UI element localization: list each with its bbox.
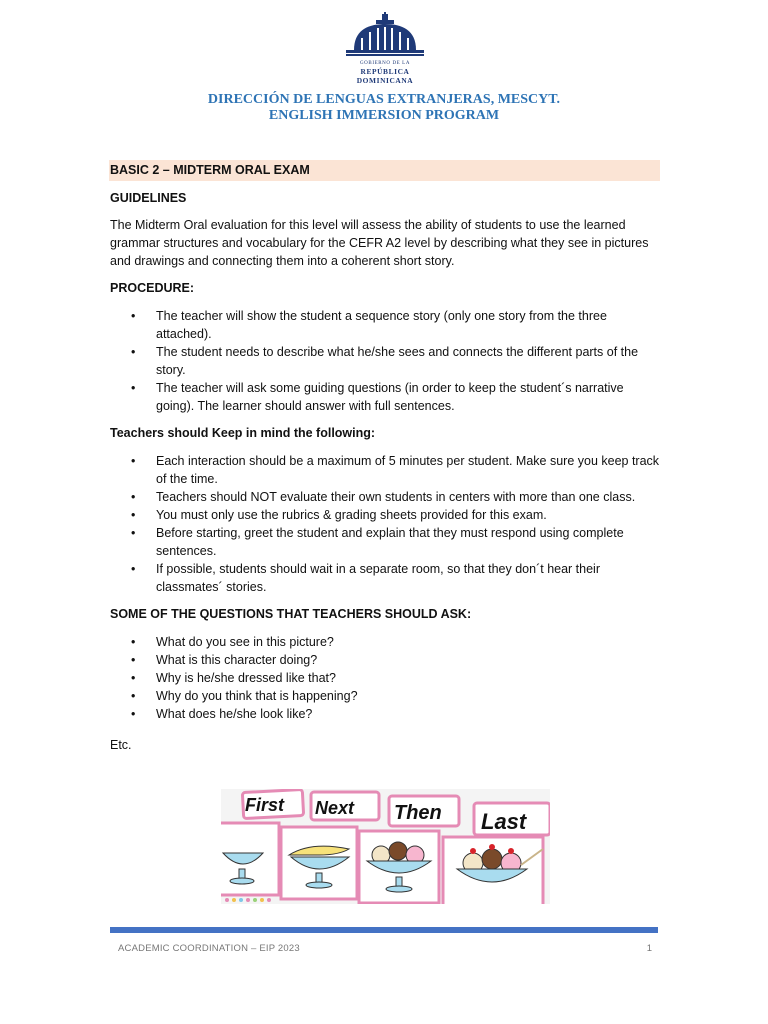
keep-in-mind-heading: Teachers should Keep in mind the following: — [110, 426, 376, 440]
footer-divider — [110, 927, 658, 933]
logo-line-2: REPÚBLICA DOMINICANA — [356, 67, 414, 85]
bullet-icon: • — [131, 381, 136, 395]
footer-label: ACADEMIC COORDINATION – EIP 2023 — [118, 943, 300, 954]
label-first: First — [245, 795, 285, 815]
sequence-story-image — [221, 789, 550, 904]
etc-text: Etc. — [110, 738, 132, 752]
page-number: 1 — [646, 943, 652, 954]
procedure-list — [110, 307, 660, 415]
questions-list — [110, 633, 660, 723]
exam-title: BASIC 2 – MIDTERM ORAL EXAM — [109, 160, 660, 181]
list-item: • Why do you think that is happening? — [131, 689, 358, 703]
guidelines-paragraph: The Midterm Oral evaluation for this level will assess the ability of students to use the learned grammar structures and vocabulary for the CEFR A2 level by describing what they see in pictures and drawings and connecting them into a coherent short story. — [110, 218, 649, 268]
bullet-icon: • — [131, 309, 136, 323]
label-next: Next — [315, 798, 355, 818]
program-name: ENGLISH IMMERSION PROGRAM — [268, 108, 500, 123]
bullet-icon: • — [131, 653, 136, 667]
keep-in-mind-list — [110, 452, 660, 596]
bullet-icon: • — [131, 635, 136, 649]
list-item: • What does he/she look like? — [131, 707, 313, 721]
bullet-icon: • — [131, 671, 136, 685]
procedure-heading: PROCEDURE: — [110, 281, 195, 295]
list-item: • What do you see in this picture? — [131, 635, 334, 649]
bullet-icon: • — [131, 490, 136, 504]
list-item: • Why is he/she dressed like that? — [131, 671, 336, 685]
guidelines-heading: GUIDELINES — [110, 191, 187, 205]
list-item: • Before starting, greet the student and explain that they must respond using complete sentences. — [131, 526, 624, 558]
list-item: • You must only use the rubrics & grading sheets provided for this exam. — [131, 508, 547, 522]
org-name: DIRECCIÓN DE LENGUAS EXTRANJERAS, MESCYT. — [207, 92, 561, 107]
bullet-icon: • — [131, 689, 136, 703]
bullet-icon: • — [131, 707, 136, 721]
bullet-icon: • — [131, 454, 136, 468]
list-item: • Teachers should NOT evaluate their own students in centers with more than one class. — [131, 490, 636, 504]
bullet-icon: • — [131, 345, 136, 359]
bullet-icon: • — [131, 526, 136, 540]
government-logo — [340, 12, 430, 85]
list-item: • Each interaction should be a maximum of 5 minutes per student. Make sure you keep track of the time. — [131, 454, 660, 486]
list-item: • The teacher will ask some guiding questions (in order to keep the student´s narrative going). The learner should answer with full sentences. — [131, 381, 624, 413]
bullet-icon: • — [131, 508, 136, 522]
list-item: • If possible, students should wait in a separate room, so that they don´t hear their classmates´ stories. — [131, 562, 601, 594]
bullet-icon: • — [131, 562, 136, 576]
list-item: • The teacher will show the student a sequence story (only one story from the three attached). — [131, 309, 607, 341]
ice-cream-sequence-illustration — [221, 789, 550, 904]
dome-emblem-icon — [340, 12, 430, 62]
list-item: • What is this character doing? — [131, 653, 318, 667]
questions-heading: SOME OF THE QUESTIONS THAT TEACHERS SHOULD ASK: — [110, 607, 472, 621]
label-then: Then — [394, 802, 442, 824]
logo-line-1: GOBIERNO DE LA — [359, 61, 411, 66]
list-item: • The student needs to describe what he/she sees and connects the different parts of the story. — [131, 345, 639, 377]
label-last: Last — [481, 809, 527, 834]
